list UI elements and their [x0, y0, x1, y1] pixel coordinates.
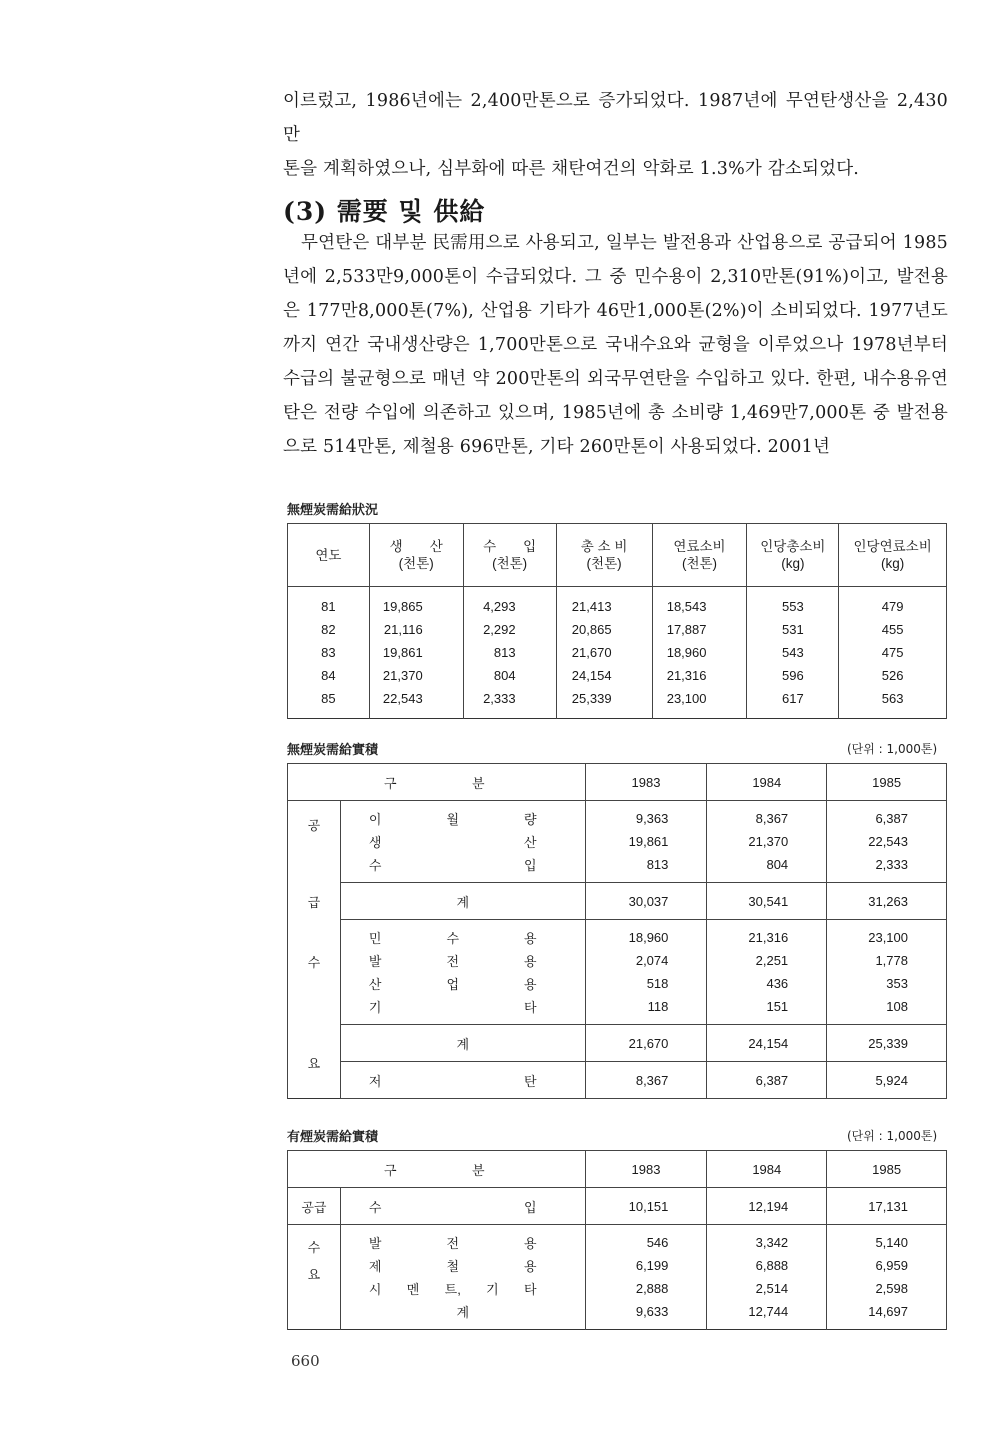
cell-value: 3,342: [707, 1225, 827, 1255]
cell-per-capita-fuel: 455: [839, 618, 947, 641]
table-row: [288, 664, 947, 687]
table-row-supply: [288, 1188, 947, 1225]
total-label: 계: [340, 1300, 585, 1330]
cell-per-capita-total: 531: [747, 618, 839, 641]
table-row: [288, 995, 947, 1025]
cell-value: 30,541: [707, 883, 827, 920]
cell-value: 2,598: [827, 1277, 947, 1300]
col-header-year: 연도: [288, 524, 370, 587]
cell-value: 118: [585, 995, 707, 1025]
col-header-1983: 1983: [585, 1151, 707, 1188]
col-header-1985: 1985: [827, 1151, 947, 1188]
cell-value: 804: [707, 853, 827, 883]
row-label: 생 산: [340, 830, 585, 853]
cell-value: 8,367: [707, 801, 827, 831]
cell-value: 21,670: [585, 1025, 707, 1062]
table-row-total: [288, 883, 947, 920]
section-heading: (3) 需要 및 供給: [283, 197, 486, 226]
row-label: 발 전 용: [340, 949, 585, 972]
cell-value: 518: [585, 972, 707, 995]
intro-line: 이르렀고, 1986년에는 2,400만톤으로 증가되었다. 1987년에 무연탄생산을 2,430만: [283, 91, 948, 145]
cell-value: 10,151: [585, 1188, 707, 1225]
row-label: 기 타: [340, 995, 585, 1025]
cell-value: 6,888: [707, 1254, 827, 1277]
cell-value: 12,194: [707, 1188, 827, 1225]
cell-production: 21,116: [369, 618, 463, 641]
col-header-1984: 1984: [707, 764, 827, 801]
row-label: 저 탄: [340, 1062, 585, 1099]
row-label: 산 업 용: [340, 972, 585, 995]
table-row: [288, 1225, 947, 1255]
cell-per-capita-fuel: 479: [839, 587, 947, 619]
paragraph-text: 무연탄은 대부분 民需用으로 사용되고, 일부는 발전용과 산업용으로 공급되어 1985년에 2,533만9,000톤이 수급되었다. 그 중 민수용이 2,310만톤(91%)이고, 발전용은 177만8,000톤(7%), 산업용 기타가 46만1,000톤(2%)이 소비되었다. 1977년도까지 연간 국내생산량은 1,700만톤으로 국내수요와 균형을 이루었으나 1978년부터 수급의 불균형으로 매년 약 200만톤의 외국무연탄을 수입하고 있다. 한편, 내수용유연탄은 전량 수입에 의존하고 있으며, 1985년에 총 소비량 1,469만7,000톤 중 발전용으로 514만톤, 제철용 696만톤, 기타 260만톤이 사용되었다. 2001년: [283, 233, 948, 457]
table-header-row: [288, 764, 947, 801]
cell-fuel-consumption: 18,543: [652, 587, 747, 619]
cell-value: 30,037: [585, 883, 707, 920]
cell-value: 2,074: [585, 949, 707, 972]
cell-per-capita-total: 543: [747, 641, 839, 664]
table3-caption: 有煙炭需給實積: [287, 1130, 379, 1145]
cell-value: 151: [707, 995, 827, 1025]
table3-unit: (단위 : 1,000톤): [847, 1129, 938, 1143]
cell-total-consumption: 20,865: [556, 618, 652, 641]
cell-year: 83: [288, 641, 370, 664]
group-supply: 공급: [288, 1188, 341, 1225]
cell-value: 18,960: [585, 920, 707, 950]
cell-total-consumption: 25,339: [556, 687, 652, 719]
cell-value: 353: [827, 972, 947, 995]
row-label: 수 입: [340, 1188, 585, 1225]
total-label: 계: [340, 1025, 585, 1062]
cell-value: 6,959: [827, 1254, 947, 1277]
table-row: [288, 972, 947, 995]
col-header-fuel-consumption: 연료소비 (천톤): [652, 524, 747, 587]
row-label: 제 철 용: [340, 1254, 585, 1277]
table-row: [288, 587, 947, 619]
cell-value: 31,263: [827, 883, 947, 920]
bituminous-supply-demand-table: [287, 1150, 947, 1330]
cell-production: 19,861: [369, 641, 463, 664]
cell-per-capita-fuel: 475: [839, 641, 947, 664]
cell-value: 14,697: [827, 1300, 947, 1330]
cell-per-capita-total: 617: [747, 687, 839, 719]
col-header-total-consumption: 총 소 비 (천톤): [556, 524, 652, 587]
table-row: [288, 641, 947, 664]
cell-fuel-consumption: 18,960: [652, 641, 747, 664]
col-header-1983: 1983: [585, 764, 707, 801]
total-label: 계: [340, 883, 585, 920]
cell-value: 108: [827, 995, 947, 1025]
cell-total-consumption: 21,670: [556, 641, 652, 664]
intro-line: 톤을 계획하였으나, 심부화에 따른 채탄여건의 악화로 1.3%가 감소되었다.: [283, 159, 860, 179]
cell-import: 813: [463, 641, 556, 664]
group-supply: 공 급: [288, 801, 341, 920]
cell-import: 2,292: [463, 618, 556, 641]
cell-value: 6,199: [585, 1254, 707, 1277]
cell-year: 81: [288, 587, 370, 619]
cell-per-capita-fuel: 563: [839, 687, 947, 719]
cell-value: 9,633: [585, 1300, 707, 1330]
table-header-row: [288, 524, 947, 587]
cell-value: 1,778: [827, 949, 947, 972]
table1-caption: 無煙炭需給狀況: [287, 503, 379, 518]
table-row: [288, 853, 947, 883]
cell-production: 19,865: [369, 587, 463, 619]
col-header-category: 구 분: [288, 1151, 586, 1188]
cell-per-capita-total: 553: [747, 587, 839, 619]
cell-value: 21,370: [707, 830, 827, 853]
cell-value: 21,316: [707, 920, 827, 950]
group-demand: 수 요: [288, 1225, 341, 1330]
col-header-category: 구 분: [288, 764, 586, 801]
cell-per-capita-total: 596: [747, 664, 839, 687]
cell-value: 8,367: [585, 1062, 707, 1099]
col-header-per-capita-total: 인당총소비 (kg): [747, 524, 839, 587]
cell-production: 21,370: [369, 664, 463, 687]
col-header-per-capita-fuel: 인당연료소비 (kg): [839, 524, 947, 587]
anthracite-supply-demand-table: [287, 763, 947, 1099]
intro-paragraph: [283, 84, 948, 186]
table-row: [288, 618, 947, 641]
cell-import: 4,293: [463, 587, 556, 619]
table-row: [288, 920, 947, 950]
cell-value: 5,924: [827, 1062, 947, 1099]
anthracite-status-table: [287, 523, 947, 719]
cell-value: 2,333: [827, 853, 947, 883]
cell-value: 2,251: [707, 949, 827, 972]
cell-fuel-consumption: 21,316: [652, 664, 747, 687]
col-header-production: 생 산 (천톤): [369, 524, 463, 587]
cell-value: 6,387: [707, 1062, 827, 1099]
cell-production: 22,543: [369, 687, 463, 719]
cell-per-capita-fuel: 526: [839, 664, 947, 687]
row-label: 민 수 용: [340, 920, 585, 950]
cell-total-consumption: 24,154: [556, 664, 652, 687]
cell-value: 25,339: [827, 1025, 947, 1062]
table-row: [288, 801, 947, 831]
col-header-1984: 1984: [707, 1151, 827, 1188]
cell-value: 12,744: [707, 1300, 827, 1330]
cell-year: 82: [288, 618, 370, 641]
cell-value: 546: [585, 1225, 707, 1255]
row-label: 시 멘 트, 기 타: [340, 1277, 585, 1300]
cell-value: 22,543: [827, 830, 947, 853]
cell-value: 436: [707, 972, 827, 995]
cell-fuel-consumption: 17,887: [652, 618, 747, 641]
col-header-1985: 1985: [827, 764, 947, 801]
cell-import: 2,333: [463, 687, 556, 719]
cell-value: 2,888: [585, 1277, 707, 1300]
table2-caption: 無煙炭需給實積: [287, 743, 379, 758]
table-row-total: [288, 1025, 947, 1062]
cell-value: 19,861: [585, 830, 707, 853]
cell-value: 6,387: [827, 801, 947, 831]
cell-import: 804: [463, 664, 556, 687]
cell-fuel-consumption: 23,100: [652, 687, 747, 719]
row-label: 발 전 용: [340, 1225, 585, 1255]
group-demand: 수 요: [288, 920, 341, 1099]
table-row-stock: [288, 1062, 947, 1099]
row-label: 이 월 량: [340, 801, 585, 831]
table-row: [288, 949, 947, 972]
cell-value: 5,140: [827, 1225, 947, 1255]
cell-total-consumption: 21,413: [556, 587, 652, 619]
table-row: [288, 687, 947, 719]
cell-value: 813: [585, 853, 707, 883]
cell-value: 2,514: [707, 1277, 827, 1300]
table-row: [288, 1277, 947, 1300]
cell-value: 17,131: [827, 1188, 947, 1225]
table-row: [288, 1254, 947, 1277]
table2-unit: (단위 : 1,000톤): [847, 742, 938, 756]
row-label: 수 입: [340, 853, 585, 883]
table-row: [288, 830, 947, 853]
cell-value: 23,100: [827, 920, 947, 950]
cell-value: 24,154: [707, 1025, 827, 1062]
table-row-total: [288, 1300, 947, 1330]
page-number: 660: [291, 1352, 320, 1370]
col-header-import: 수 입 (천톤): [463, 524, 556, 587]
table-header-row: [288, 1151, 947, 1188]
supply-demand-paragraph: [283, 226, 948, 464]
cell-year: 85: [288, 687, 370, 719]
cell-value: 9,363: [585, 801, 707, 831]
cell-year: 84: [288, 664, 370, 687]
